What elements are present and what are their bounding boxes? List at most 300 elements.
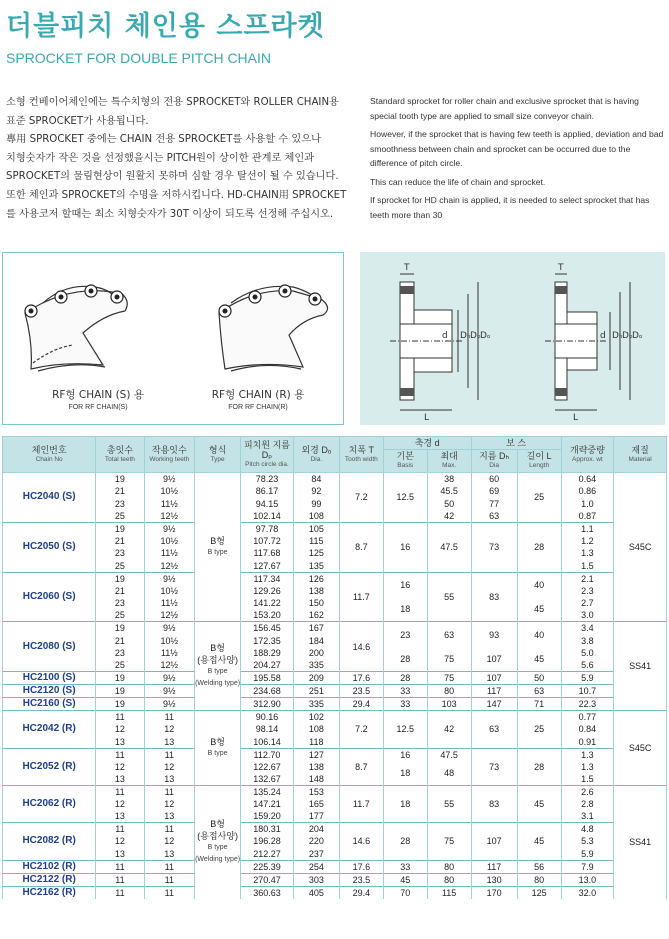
total-teeth-cell: 25 — [96, 609, 144, 622]
pitch-dia-cell: 78.23 — [241, 473, 294, 486]
pitch-dia-cell: 106.14 — [241, 736, 294, 749]
chain-model-cell: HC2160 (S) — [3, 698, 96, 711]
weight-cell: 0.86 — [561, 485, 614, 497]
intro-korean — [6, 94, 351, 224]
spec-table — [2, 436, 667, 899]
weight-cell: 4.8 — [561, 823, 614, 836]
weight-cell: 32.0 — [561, 886, 614, 899]
outer-dia-cell: 126 — [293, 572, 339, 585]
pitch-dia-cell: 156.45 — [241, 622, 294, 635]
outer-dia-cell: 303 — [293, 873, 339, 886]
boss-dia-cell: 63 — [471, 510, 517, 523]
total-teeth-cell: 12 — [96, 798, 144, 810]
total-teeth-cell: 13 — [96, 773, 144, 786]
tooth-width-cell: 29.4 — [339, 886, 383, 899]
working-teeth-cell: 10½ — [144, 585, 194, 597]
weight-cell: 3.8 — [561, 634, 614, 646]
table-row — [3, 547, 667, 559]
working-teeth-cell: 10½ — [144, 485, 194, 497]
axle-max-cell: 55 — [427, 572, 471, 622]
outer-dia-cell: 162 — [293, 609, 339, 622]
boss-length-cell: 50 — [517, 672, 561, 685]
table-row — [3, 736, 667, 749]
working-teeth-cell: 11½ — [144, 547, 194, 559]
pitch-dia-cell: 180.31 — [241, 823, 294, 836]
boss-length-cell: 80 — [517, 873, 561, 886]
boss-length-cell: 28 — [517, 748, 561, 785]
tooth-width-cell: 8.7 — [339, 522, 383, 572]
table-row — [3, 848, 667, 861]
weight-cell: 2.7 — [561, 597, 614, 609]
total-teeth-cell: 23 — [96, 547, 144, 559]
dimension-drawing-panel — [360, 252, 665, 425]
total-teeth-cell: 11 — [96, 860, 144, 873]
boss-length-cell: 45 — [517, 597, 561, 622]
weight-cell: 0.64 — [561, 473, 614, 486]
chain-model-cell: HC2062 (R) — [3, 785, 96, 822]
weight-cell: 5.9 — [561, 848, 614, 861]
weight-cell: 22.3 — [561, 698, 614, 711]
type-cell: B형 (용접사양) B type (Welding type) — [195, 622, 241, 711]
header-working-teeth: 작용잇수 Working teeth — [144, 437, 194, 473]
axle-max-cell: 38 — [427, 473, 471, 486]
pitch-dia-cell: 102.14 — [241, 510, 294, 523]
weight-cell: 3.0 — [561, 609, 614, 622]
header-max: 최대 Max. — [427, 450, 471, 473]
label-dh-right: Dₕ — [612, 331, 623, 341]
axle-basis-cell: 33 — [383, 685, 427, 698]
table-row — [3, 647, 667, 659]
label-dp-right: Dₚ — [622, 331, 633, 341]
weight-cell: 1.1 — [561, 522, 614, 535]
boss-dia-cell: 130 — [471, 873, 517, 886]
header-outer-dia: 외경 Dₒ Dia. — [293, 437, 339, 473]
pitch-dia-cell: 127.67 — [241, 560, 294, 573]
axle-basis-cell: 70 — [383, 886, 427, 899]
weight-cell: 5.0 — [561, 647, 614, 659]
axle-basis-cell: 16 — [383, 522, 427, 572]
total-teeth-cell: 13 — [96, 848, 144, 861]
working-teeth-cell: 12½ — [144, 560, 194, 573]
chain-model-cell: HC2052 (R) — [3, 748, 96, 785]
axle-max-cell: 42 — [427, 510, 471, 523]
table-row — [3, 510, 667, 523]
working-teeth-cell: 9½ — [144, 698, 194, 711]
boss-dia-cell: 107 — [471, 823, 517, 860]
weight-cell: 1.3 — [561, 748, 614, 761]
weight-cell: 10.7 — [561, 685, 614, 698]
boss-dia-cell: 73 — [471, 522, 517, 572]
axle-basis-cell: 18 — [383, 761, 427, 786]
intro-ko-line: SPROCKET의 물림현상이 원활치 못하며 심할 경우 탈선이 될 수 있습니다. — [6, 171, 339, 183]
pitch-dia-cell: 196.28 — [241, 835, 294, 847]
table-row — [3, 585, 667, 597]
boss-dia-cell: 107 — [471, 647, 517, 672]
table-row — [3, 773, 667, 786]
label-d-left: d — [442, 331, 448, 341]
total-teeth-cell: 11 — [96, 886, 144, 899]
label-t-left: T — [404, 263, 410, 273]
boss-length-cell: 45 — [517, 823, 561, 860]
weight-cell: 2.3 — [561, 585, 614, 597]
outer-dia-cell: 125 — [293, 547, 339, 559]
boss-dia-cell: 170 — [471, 886, 517, 899]
outer-dia-cell: 99 — [293, 497, 339, 509]
axle-max-cell: 103 — [427, 698, 471, 711]
outer-dia-cell: 108 — [293, 723, 339, 735]
boss-dia-cell: 117 — [471, 860, 517, 873]
outer-dia-cell: 335 — [293, 698, 339, 711]
figure-caption-s — [33, 387, 163, 411]
chain-model-cell: HC2042 (R) — [3, 711, 96, 748]
total-teeth-cell: 19 — [96, 572, 144, 585]
chain-model-cell: HC2102 (R) — [3, 860, 96, 873]
table-row — [3, 685, 667, 698]
total-teeth-cell: 21 — [96, 585, 144, 597]
axle-max-cell: 75 — [427, 647, 471, 672]
table-row — [3, 597, 667, 609]
outer-dia-cell: 84 — [293, 473, 339, 486]
outer-dia-cell: 209 — [293, 672, 339, 685]
working-teeth-cell: 13 — [144, 810, 194, 823]
pitch-dia-cell: 360.63 — [241, 886, 294, 899]
weight-cell: 1.5 — [561, 560, 614, 573]
total-teeth-cell: 25 — [96, 560, 144, 573]
axle-max-cell: 47.5 — [427, 748, 471, 761]
page-title-english: SPROCKET FOR DOUBLE PITCH CHAIN — [6, 50, 272, 66]
intro-ko-line: 소형 컨베이어체인에는 특수치형의 전용 SPROCKET와 ROLLER CHAIN용 — [6, 97, 339, 108]
weight-cell: 0.87 — [561, 510, 614, 523]
working-teeth-cell: 11 — [144, 785, 194, 798]
boss-length-cell: 25 — [517, 711, 561, 748]
pitch-dia-cell: 147.21 — [241, 798, 294, 810]
outer-dia-cell: 251 — [293, 685, 339, 698]
axle-max-cell: 75 — [427, 823, 471, 860]
label-l-left: L — [424, 413, 430, 423]
header-boss-length: 길이 L Length — [517, 450, 561, 473]
total-teeth-cell: 19 — [96, 622, 144, 635]
pitch-dia-cell: 312.90 — [241, 698, 294, 711]
working-teeth-cell: 13 — [144, 773, 194, 786]
outer-dia-cell: 102 — [293, 711, 339, 724]
working-teeth-cell: 11 — [144, 860, 194, 873]
header-material: 재질 Material — [614, 437, 667, 473]
boss-length-cell: 28 — [517, 522, 561, 572]
axle-max-cell: 63 — [427, 622, 471, 647]
pitch-dia-cell: 122.67 — [241, 761, 294, 773]
axle-basis-cell: 28 — [383, 823, 427, 860]
weight-cell: 2.1 — [561, 572, 614, 585]
working-teeth-cell: 10½ — [144, 535, 194, 547]
weight-cell: 7.9 — [561, 860, 614, 873]
pitch-dia-cell: 204.27 — [241, 659, 294, 672]
axle-basis-cell: 33 — [383, 860, 427, 873]
total-teeth-cell: 11 — [96, 711, 144, 724]
working-teeth-cell: 9½ — [144, 622, 194, 635]
total-teeth-cell: 19 — [96, 685, 144, 698]
outer-dia-cell: 138 — [293, 585, 339, 597]
axle-max-cell: 80 — [427, 860, 471, 873]
total-teeth-cell: 23 — [96, 597, 144, 609]
axle-basis-cell: 16 — [383, 572, 427, 597]
axle-basis-cell: 18 — [383, 785, 427, 822]
outer-dia-cell: 115 — [293, 535, 339, 547]
working-teeth-cell: 13 — [144, 736, 194, 749]
total-teeth-cell: 23 — [96, 497, 144, 509]
working-teeth-cell: 12 — [144, 723, 194, 735]
tooth-width-cell: 23.5 — [339, 873, 383, 886]
caption-s-ko: RF형 CHAIN (S) 용 — [52, 389, 144, 401]
outer-dia-cell: 153 — [293, 785, 339, 798]
axle-basis-cell: 28 — [383, 672, 427, 685]
intro-en-paragraph: This can reduce the life of chain and sprocket. — [370, 176, 546, 187]
working-teeth-cell: 9½ — [144, 685, 194, 698]
axle-basis-cell: 45 — [383, 873, 427, 886]
weight-cell: 1.3 — [561, 547, 614, 559]
total-teeth-cell: 25 — [96, 659, 144, 672]
working-teeth-cell: 12½ — [144, 510, 194, 523]
outer-dia-cell: 138 — [293, 761, 339, 773]
table-row — [3, 473, 667, 486]
tooth-width-cell: 7.2 — [339, 473, 383, 523]
pitch-dia-cell: 129.26 — [241, 585, 294, 597]
axle-basis-cell: 23 — [383, 622, 427, 647]
pitch-dia-cell: 172.35 — [241, 634, 294, 646]
total-teeth-cell: 12 — [96, 723, 144, 735]
figure-caption-r — [193, 387, 323, 411]
boss-dia-cell: 60 — [471, 473, 517, 486]
chain-figure-panel — [2, 252, 344, 425]
weight-cell: 5.9 — [561, 672, 614, 685]
pitch-dia-cell: 234.68 — [241, 685, 294, 698]
outer-dia-cell: 200 — [293, 647, 339, 659]
table-row — [3, 497, 667, 509]
outer-dia-cell: 148 — [293, 773, 339, 786]
boss-dia-cell: 107 — [471, 672, 517, 685]
label-do-right: Dₒ — [632, 331, 643, 341]
pitch-dia-cell: 132.67 — [241, 773, 294, 786]
table-row — [3, 485, 667, 497]
outer-dia-cell: 150 — [293, 597, 339, 609]
tooth-width-cell: 11.7 — [339, 785, 383, 822]
weight-cell: 1.0 — [561, 497, 614, 509]
boss-dia-cell: 83 — [471, 572, 517, 622]
axle-basis-cell: 12.5 — [383, 473, 427, 523]
header-weight: 개략중량 Approx. wt — [561, 437, 614, 473]
pitch-dia-cell: 97.78 — [241, 522, 294, 535]
chain-model-cell: HC2082 (R) — [3, 823, 96, 860]
boss-dia-cell: 83 — [471, 785, 517, 822]
table-row — [3, 835, 667, 847]
chain-model-cell: HC2100 (S) — [3, 672, 96, 685]
boss-length-cell: 56 — [517, 860, 561, 873]
table-row — [3, 873, 667, 886]
working-teeth-cell: 12 — [144, 761, 194, 773]
table-row — [3, 672, 667, 685]
working-teeth-cell: 12 — [144, 835, 194, 847]
pitch-dia-cell: 107.72 — [241, 535, 294, 547]
tooth-width-cell: 14.6 — [339, 823, 383, 860]
working-teeth-cell: 11½ — [144, 647, 194, 659]
table-row — [3, 860, 667, 873]
tooth-width-cell: 29.4 — [339, 698, 383, 711]
working-teeth-cell: 11 — [144, 886, 194, 899]
outer-dia-cell: 237 — [293, 848, 339, 861]
total-teeth-cell: 11 — [96, 785, 144, 798]
weight-cell: 1.5 — [561, 773, 614, 786]
table-row — [3, 711, 667, 724]
sprocket-dimension-drawing — [360, 252, 665, 425]
pitch-dia-cell: 86.17 — [241, 485, 294, 497]
working-teeth-cell: 10½ — [144, 634, 194, 646]
working-teeth-cell: 9½ — [144, 572, 194, 585]
axle-max-cell: 50 — [427, 497, 471, 509]
table-row — [3, 560, 667, 573]
pitch-dia-cell: 159.20 — [241, 810, 294, 823]
weight-cell: 2.8 — [561, 798, 614, 810]
boss-dia-cell: 69 — [471, 485, 517, 497]
working-teeth-cell: 11 — [144, 748, 194, 761]
outer-dia-cell: 135 — [293, 560, 339, 573]
weight-cell: 3.4 — [561, 622, 614, 635]
total-teeth-cell: 11 — [96, 748, 144, 761]
working-teeth-cell: 9½ — [144, 672, 194, 685]
pitch-dia-cell: 117.34 — [241, 572, 294, 585]
pitch-dia-cell: 188.29 — [241, 647, 294, 659]
pitch-dia-cell: 195.58 — [241, 672, 294, 685]
axle-basis-cell: 16 — [383, 748, 427, 761]
working-teeth-cell: 11½ — [144, 497, 194, 509]
table-row — [3, 659, 667, 672]
boss-dia-cell: 117 — [471, 685, 517, 698]
boss-length-cell: 125 — [517, 886, 561, 899]
chain-model-cell: HC2120 (S) — [3, 685, 96, 698]
pitch-dia-cell: 90.16 — [241, 711, 294, 724]
label-l-right: L — [573, 413, 579, 423]
total-teeth-cell: 12 — [96, 835, 144, 847]
label-do-left: Dₒ — [480, 331, 491, 341]
working-teeth-cell: 11½ — [144, 597, 194, 609]
axle-max-cell: 115 — [427, 886, 471, 899]
header-type: 형식 Type — [195, 437, 241, 473]
chain-model-cell: HC2080 (S) — [3, 622, 96, 672]
weight-cell: 0.77 — [561, 711, 614, 724]
weight-cell: 0.91 — [561, 736, 614, 749]
tooth-width-cell: 8.7 — [339, 748, 383, 785]
chain-model-cell: HC2050 (S) — [3, 522, 96, 572]
boss-length-cell: 71 — [517, 698, 561, 711]
axle-max-cell: 42 — [427, 711, 471, 748]
axle-max-cell: 45.5 — [427, 485, 471, 497]
table-row — [3, 785, 667, 798]
material-cell: S45C — [614, 711, 667, 786]
type-cell: B형 (용접사양) B type (Welding type) — [195, 785, 241, 898]
tooth-width-cell: 11.7 — [339, 572, 383, 622]
outer-dia-cell: 167 — [293, 622, 339, 635]
boss-length-cell: 25 — [517, 473, 561, 523]
axle-basis-cell: 28 — [383, 647, 427, 672]
caption-s-en: FOR RF CHAIN(S) — [68, 404, 128, 411]
working-teeth-cell: 11 — [144, 823, 194, 836]
table-row — [3, 609, 667, 622]
total-teeth-cell: 19 — [96, 473, 144, 486]
table-row — [3, 761, 667, 773]
caption-r-en: FOR RF CHAIN(R) — [228, 404, 288, 411]
weight-cell: 5.6 — [561, 659, 614, 672]
header-boss-dia: 지름 Dₕ Dia — [471, 450, 517, 473]
header-chain-no: 체인번호 Chain No — [3, 437, 96, 473]
pitch-dia-cell: 112.70 — [241, 748, 294, 761]
axle-max-cell: 75 — [427, 672, 471, 685]
tooth-width-cell: 17.6 — [339, 860, 383, 873]
outer-dia-cell: 405 — [293, 886, 339, 899]
pitch-dia-cell: 98.14 — [241, 723, 294, 735]
label-dh-left: Dₕ — [460, 331, 471, 341]
header-pitch-dia: 피치원 지름 Dₚ Pitch circle dia. — [241, 437, 294, 473]
pitch-dia-cell: 225.39 — [241, 860, 294, 873]
table-row — [3, 535, 667, 547]
working-teeth-cell: 12 — [144, 798, 194, 810]
label-d-right: d — [600, 331, 606, 341]
boss-dia-cell: 73 — [471, 748, 517, 785]
boss-dia-cell: 147 — [471, 698, 517, 711]
boss-length-cell: 45 — [517, 647, 561, 672]
chain-model-cell: HC2040 (S) — [3, 473, 96, 523]
weight-cell: 3.1 — [561, 810, 614, 823]
intro-ko-line: 치형숫자가 작은 것을 선정했을시는 PITCH원이 상이한 관계로 체인과 — [6, 152, 315, 164]
table-row — [3, 748, 667, 761]
outer-dia-cell: 184 — [293, 634, 339, 646]
intro-en-paragraph: However, if the sprocket that is having few teeth is applied, deviation and bad smoothness between chain and sprocket can be occurred due to the difference of pitch circle. — [370, 129, 664, 168]
working-teeth-cell: 9½ — [144, 473, 194, 486]
total-teeth-cell: 13 — [96, 810, 144, 823]
axle-max-cell: 55 — [427, 785, 471, 822]
total-teeth-cell: 21 — [96, 485, 144, 497]
chain-model-cell: HC2060 (S) — [3, 572, 96, 622]
label-t-right: T — [558, 263, 564, 273]
chain-model-cell: HC2162 (R) — [3, 886, 96, 899]
header-basis: 기본 Basis — [383, 450, 427, 473]
table-row — [3, 886, 667, 899]
table-row — [3, 572, 667, 585]
table-row — [3, 810, 667, 823]
axle-basis-cell: 18 — [383, 597, 427, 622]
pitch-dia-cell: 117.68 — [241, 547, 294, 559]
total-teeth-cell: 19 — [96, 698, 144, 711]
weight-cell: 1.3 — [561, 761, 614, 773]
header-boss: 보 스 — [471, 437, 561, 450]
type-cell: B형 B type — [195, 711, 241, 786]
tooth-width-cell: 23.5 — [339, 685, 383, 698]
working-teeth-cell: 11 — [144, 711, 194, 724]
header-total-teeth: 총잇수 Total teeth — [96, 437, 144, 473]
pitch-dia-cell: 94.15 — [241, 497, 294, 509]
header-tooth-width: 치폭 T Tooth width — [339, 437, 383, 473]
axle-max-cell: 47.5 — [427, 522, 471, 572]
intro-ko-line: 또한 체인과 SPROCKET의 수명을 저하시킵니다. HD-CHAIN用 SPROCKET — [6, 189, 347, 201]
pitch-dia-cell: 153.20 — [241, 609, 294, 622]
table-row — [3, 698, 667, 711]
axle-basis-cell: 12.5 — [383, 711, 427, 748]
table-row — [3, 622, 667, 635]
total-teeth-cell: 12 — [96, 761, 144, 773]
tooth-width-cell: 7.2 — [339, 711, 383, 748]
axle-max-cell: 80 — [427, 685, 471, 698]
chain-model-cell: HC2122 (R) — [3, 873, 96, 886]
table-row — [3, 798, 667, 810]
pitch-dia-cell: 141.22 — [241, 597, 294, 609]
pitch-dia-cell: 135.24 — [241, 785, 294, 798]
